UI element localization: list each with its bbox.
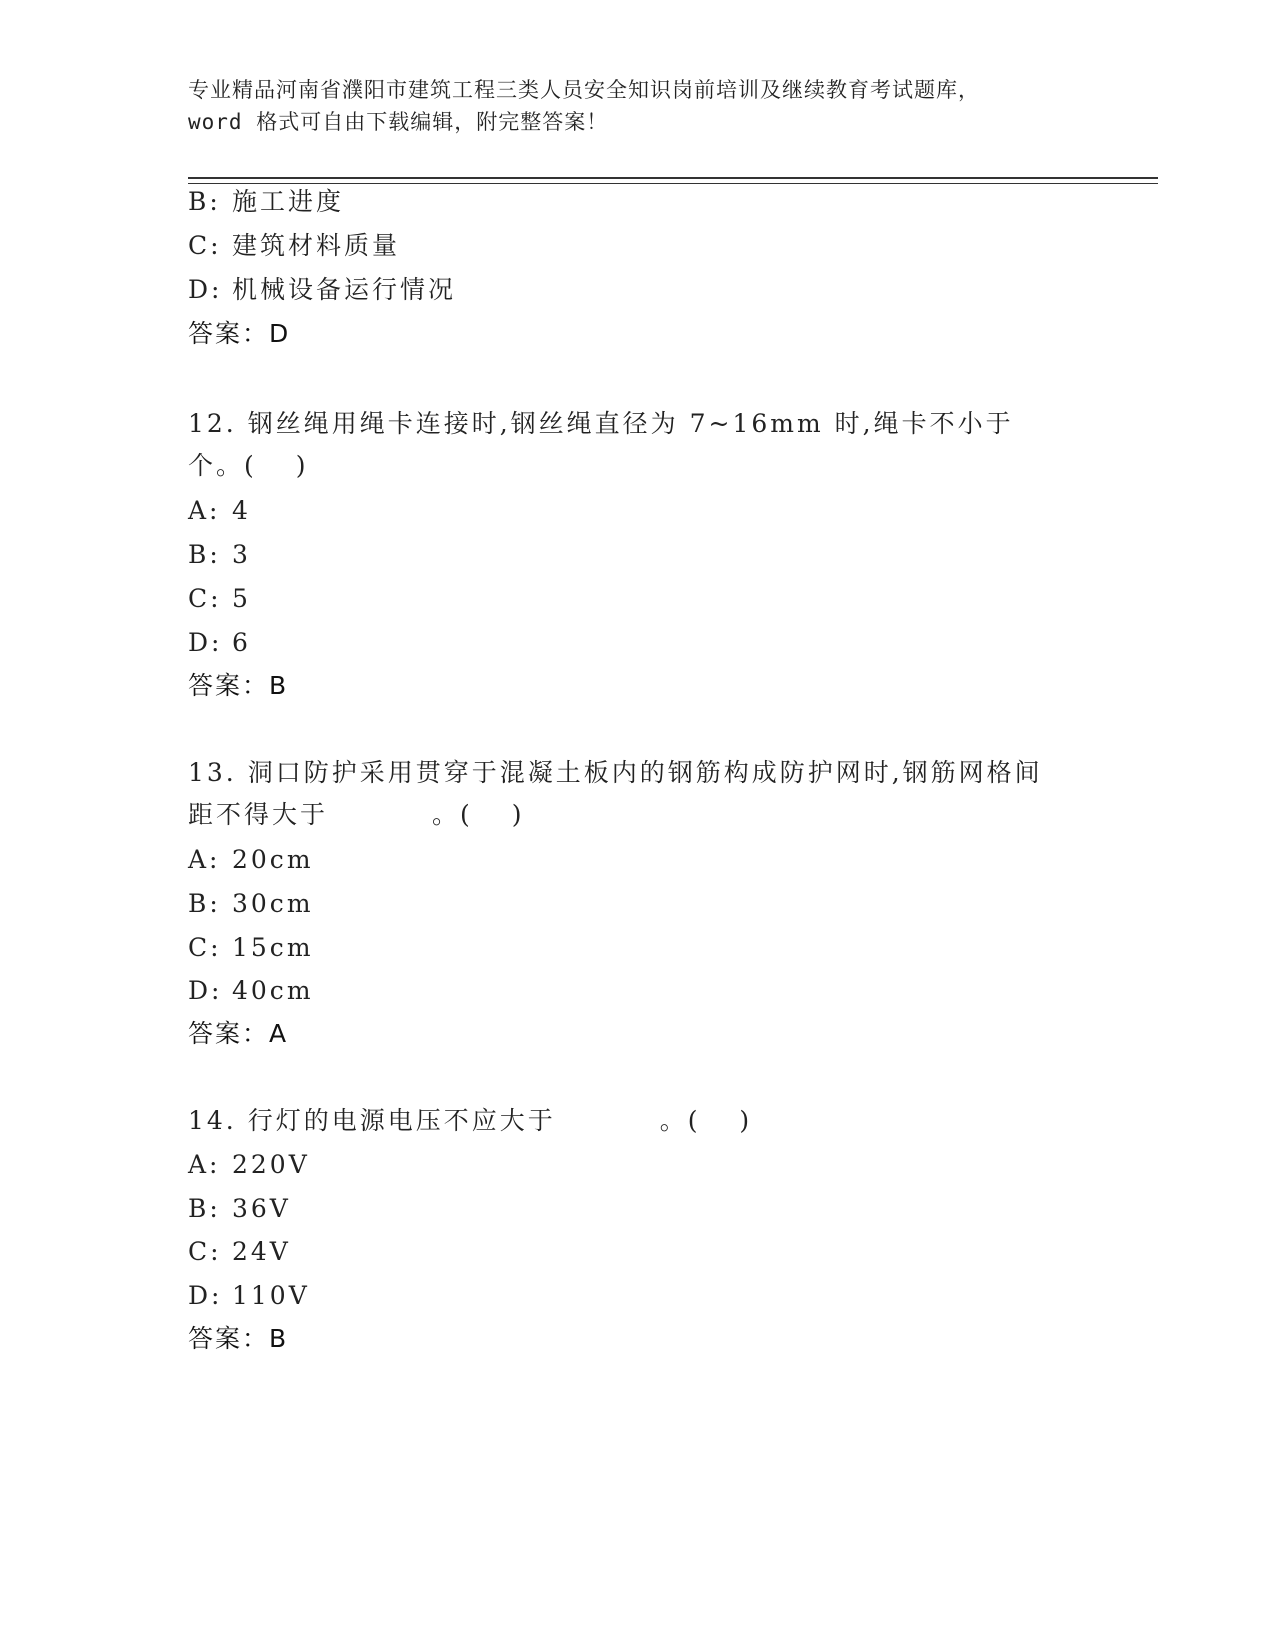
option-text: 4: [232, 496, 251, 525]
option-key: D:: [188, 628, 223, 657]
q11-answer: 答案：D: [188, 319, 291, 348]
option-key: B:: [188, 187, 221, 216]
option-key: A:: [188, 496, 221, 525]
option-key: C:: [188, 584, 222, 613]
header-divider-thin: [188, 183, 1158, 184]
option-text: 24V: [232, 1237, 291, 1266]
stem-text: 距不得大于: [188, 800, 329, 829]
option-text: 施工进度: [232, 187, 345, 216]
q14-option-c: [188, 1236, 291, 1268]
q13-stem-line-1: 13. 洞口防护采用贯穿于混凝土板内的钢筋构成防护网时,钢筋网格间: [188, 758, 1043, 787]
q12-stem-line-2: 个。( ): [188, 451, 309, 480]
option-text: 40cm: [232, 976, 314, 1005]
q12-option-b: [188, 539, 251, 571]
q13-option-d: [188, 975, 314, 1007]
q12-answer: 答案：B: [188, 671, 289, 700]
q13-answer: 答案：A: [188, 1019, 289, 1048]
q13-stem-line-2: [188, 799, 524, 831]
q11-option-c: [188, 230, 400, 262]
option-key: D:: [188, 976, 223, 1005]
option-key: A:: [188, 1150, 221, 1179]
header-line-2: word 格式可自由下载编辑，附完整答案！: [188, 110, 609, 134]
option-key: D:: [188, 1281, 223, 1310]
option-text: 30cm: [232, 889, 314, 918]
header-line-1: 专业精品河南省濮阳市建筑工程三类人员安全知识岗前培训及继续教育考试题库，: [188, 78, 980, 102]
q14-answer: 答案：B: [188, 1324, 289, 1353]
q14-stem-line-1: [188, 1105, 752, 1137]
q11-option-d: [188, 274, 456, 306]
q14-option-a: [188, 1149, 310, 1181]
option-key: A:: [188, 845, 221, 874]
document-header: [188, 74, 1088, 138]
q12-stem-line-1: 12. 钢丝绳用绳卡连接时,钢丝绳直径为 7~16mm 时,绳卡不小于: [188, 409, 1014, 438]
option-text: 220V: [232, 1150, 310, 1179]
q13-option-c: [188, 932, 314, 964]
option-key: C:: [188, 231, 222, 260]
q12-option-a: [188, 495, 251, 527]
option-text: 110V: [232, 1281, 310, 1310]
q13-option-b: [188, 888, 314, 920]
option-key: B:: [188, 1194, 221, 1223]
option-key: B:: [188, 540, 221, 569]
option-key: C:: [188, 1237, 222, 1266]
q14-option-d: [188, 1280, 310, 1312]
option-text: 6: [232, 628, 251, 657]
q13-option-a: [188, 844, 314, 876]
option-key: B:: [188, 889, 221, 918]
stem-text: 14. 行灯的电源电压不应大于: [188, 1106, 556, 1135]
option-text: 机械设备运行情况: [232, 275, 457, 304]
option-key: D:: [188, 275, 223, 304]
option-text: 20cm: [232, 845, 314, 874]
q12-option-c: [188, 583, 251, 615]
header-divider-thick: [188, 177, 1158, 179]
option-key: C:: [188, 933, 222, 962]
stem-text: 。( ): [432, 800, 525, 829]
option-text: 15cm: [232, 933, 314, 962]
q11-option-b: [188, 186, 344, 218]
option-text: 建筑材料质量: [232, 231, 401, 260]
q14-option-b: [188, 1193, 291, 1225]
option-text: 5: [232, 584, 251, 613]
q12-option-d: [188, 627, 251, 659]
option-text: 36V: [232, 1194, 291, 1223]
stem-text: 。( ): [659, 1106, 753, 1135]
option-text: 3: [232, 540, 251, 569]
